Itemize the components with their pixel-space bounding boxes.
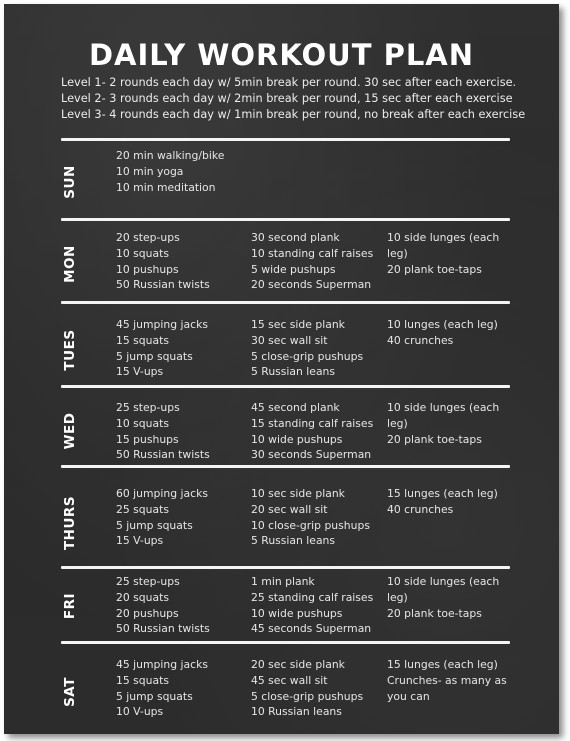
exercise-column-2 xyxy=(251,486,387,549)
exercise-column-1 xyxy=(116,230,251,293)
exercise-item: 10 side lunges (each xyxy=(387,231,500,244)
exercise-item: 10 squats xyxy=(116,246,169,260)
exercise-column-1 xyxy=(116,317,251,380)
exercise-item: 10 lunges (each leg) xyxy=(387,318,498,331)
exercise-item: 10 min meditation xyxy=(116,180,216,194)
exercise-item: 10 close-grip pushups xyxy=(251,518,370,532)
level-3-text: Level 3- 4 rounds each day w/ 1min break per round, no break after each exercise xyxy=(61,108,526,121)
exercise-item: 5 Russian leans xyxy=(251,534,336,548)
day-label: TUES xyxy=(62,328,78,371)
exercise-column-3 xyxy=(387,400,512,447)
exercise-item: 45 jumping jacks xyxy=(116,318,208,331)
exercise-column-3 xyxy=(387,657,512,704)
exercise-column-2 xyxy=(251,317,387,380)
day-label: FRI xyxy=(62,592,78,620)
exercise-item: 5 wide pushups xyxy=(251,262,336,276)
day-section-wed xyxy=(61,400,510,462)
exercise-item: 5 jump squats xyxy=(116,689,193,703)
exercise-item: 50 Russian twists xyxy=(116,278,210,292)
exercise-column-3 xyxy=(387,486,512,518)
exercise-item: 10 Russian leans xyxy=(251,705,342,719)
exercise-item: 15 standing calf raises xyxy=(251,416,374,430)
day-label: THURS xyxy=(62,495,78,550)
exercise-column-1 xyxy=(116,574,251,637)
day-label-wrapper xyxy=(61,317,79,382)
exercise-item: 45 seconds Superman xyxy=(251,622,372,636)
exercise-item: 25 standing calf raises xyxy=(251,590,374,604)
section-divider xyxy=(61,385,510,388)
section-divider xyxy=(61,138,510,141)
exercise-column-2 xyxy=(251,230,387,293)
exercise-item: 15 pushups xyxy=(116,432,179,446)
exercise-item: 20 sec wall sit xyxy=(251,502,328,516)
exercise-item: 60 jumping jacks xyxy=(116,487,208,500)
day-label-wrapper xyxy=(61,486,79,559)
exercise-column-1 xyxy=(116,657,251,720)
exercise-item: 20 seconds Superman xyxy=(251,278,372,292)
exercise-item: 20 plank toe-taps xyxy=(387,432,482,446)
exercise-item: 20 plank toe-taps xyxy=(387,262,482,276)
exercise-item: 15 lunges (each leg) xyxy=(387,487,498,500)
exercise-item: 15 lunges (each leg) xyxy=(387,658,498,671)
day-label: WED xyxy=(62,412,78,450)
exercise-item: 10 V-ups xyxy=(116,705,164,719)
day-section-fri xyxy=(61,574,510,638)
day-label-wrapper xyxy=(61,400,79,462)
day-section-tues xyxy=(61,317,510,382)
exercise-item: 20 sec side plank xyxy=(251,658,345,671)
exercise-item: 15 sec side plank xyxy=(251,318,345,331)
section-divider xyxy=(61,566,510,569)
exercise-item: 1 min plank xyxy=(251,575,315,588)
exercise-item: 30 second plank xyxy=(251,231,340,244)
exercise-item: 30 sec wall sit xyxy=(251,333,328,347)
exercise-item: 45 second plank xyxy=(251,401,340,414)
exercise-item: 15 squats xyxy=(116,333,169,347)
exercise-item: 5 Russian leans xyxy=(251,365,336,379)
section-divider xyxy=(61,641,510,644)
exercise-item: 15 squats xyxy=(116,673,169,687)
section-divider xyxy=(61,301,510,304)
exercise-item: 5 jump squats xyxy=(116,518,193,532)
exercise-item: 10 squats xyxy=(116,416,169,430)
day-label-wrapper xyxy=(61,574,79,638)
exercise-item: leg) xyxy=(387,246,408,260)
exercise-item: 50 Russian twists xyxy=(116,448,210,462)
exercise-item: 25 step-ups xyxy=(116,401,180,414)
exercise-item: 10 side lunges (each xyxy=(387,401,500,414)
day-label-wrapper xyxy=(61,148,79,215)
exercise-item: 20 step-ups xyxy=(116,231,180,244)
exercise-item: leg) xyxy=(387,416,408,430)
day-section-mon xyxy=(61,230,510,298)
exercise-item: 10 pushups xyxy=(116,262,179,276)
exercise-item: leg) xyxy=(387,590,408,604)
level-2-text: Level 2- 3 rounds each day w/ 2min break per round, 15 sec after each exercise xyxy=(61,92,513,105)
section-divider xyxy=(61,465,510,468)
page-title: DAILY WORKOUT PLAN xyxy=(88,38,475,72)
exercise-item: 20 squats xyxy=(116,590,169,604)
exercise-item: 20 pushups xyxy=(116,606,179,620)
day-label: SAT xyxy=(62,676,78,707)
level-instructions xyxy=(61,75,551,123)
exercise-item: 45 jumping jacks xyxy=(116,658,208,671)
exercise-item: Crunches- as many as xyxy=(387,673,507,687)
exercise-item: 10 wide pushups xyxy=(251,432,343,446)
exercise-item: 10 min yoga xyxy=(116,164,184,178)
exercise-item: 5 close-grip pushups xyxy=(251,349,364,363)
day-section-thurs xyxy=(61,486,510,559)
exercise-column-2 xyxy=(251,574,387,637)
exercise-item: 10 side lunges (each xyxy=(387,575,500,588)
exercise-item: 50 Russian twists xyxy=(116,622,210,636)
exercise-item: 25 squats xyxy=(116,502,169,516)
exercise-item: 5 close-grip pushups xyxy=(251,689,364,703)
exercise-column-3 xyxy=(387,317,512,349)
exercise-item: 15 V-ups xyxy=(116,534,164,548)
exercise-item: 40 crunches xyxy=(387,333,454,347)
exercise-item: 20 plank toe-taps xyxy=(387,606,482,620)
exercise-item: 10 sec side plank xyxy=(251,487,345,500)
exercise-column-2 xyxy=(251,400,387,463)
exercise-column-1 xyxy=(116,148,251,195)
workout-plan-sheet xyxy=(4,4,559,734)
exercise-column-2 xyxy=(251,657,387,720)
exercise-item: 5 jump squats xyxy=(116,349,193,363)
exercise-item: 10 wide pushups xyxy=(251,606,343,620)
exercise-column-1 xyxy=(116,486,251,549)
day-label-wrapper xyxy=(61,657,79,726)
day-label: MON xyxy=(62,245,78,283)
section-divider xyxy=(61,218,510,221)
exercise-column-3 xyxy=(387,230,512,277)
exercise-item: 25 step-ups xyxy=(116,575,180,588)
exercise-column-1 xyxy=(116,400,251,463)
day-label-wrapper xyxy=(61,230,79,298)
exercise-item: 15 V-ups xyxy=(116,365,164,379)
day-section-sun xyxy=(61,148,510,215)
exercise-column-3 xyxy=(387,574,512,621)
exercise-item: 40 crunches xyxy=(387,502,454,516)
level-1-text: Level 1- 2 rounds each day w/ 5min break per round. 30 sec after each exercise. xyxy=(61,76,517,89)
day-label: SUN xyxy=(62,164,78,199)
day-section-sat xyxy=(61,657,510,726)
exercise-item: 45 sec wall sit xyxy=(251,673,328,687)
exercise-item: 30 seconds Superman xyxy=(251,448,372,462)
exercise-item: 20 min walking/bike xyxy=(116,149,225,162)
exercise-item: you can xyxy=(387,689,430,703)
exercise-item: 10 standing calf raises xyxy=(251,246,374,260)
